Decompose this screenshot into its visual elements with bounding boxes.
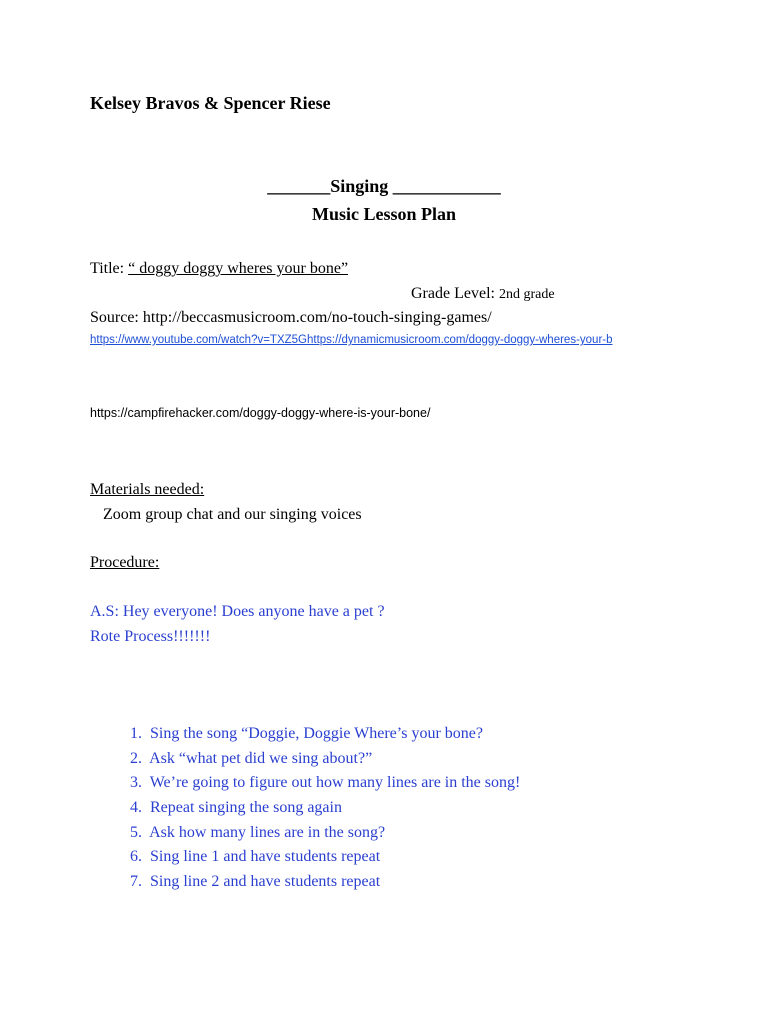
step-number: 1. bbox=[130, 725, 142, 742]
step-number: 7. bbox=[130, 873, 142, 891]
list-item bbox=[130, 821, 520, 846]
youtube-link[interactable]: https://www.youtube.com/watch?v=TXZ5Ghttps://dynamicmusicroom.com/doggy-doggy-wheres-your-b bbox=[90, 334, 613, 346]
grade-line bbox=[411, 285, 555, 303]
title-line bbox=[90, 260, 348, 278]
step-number: 6. bbox=[130, 848, 142, 866]
authors: Kelsey Bravos & Spencer Riese bbox=[90, 93, 331, 113]
step-text: Sing line 1 and have students repeat bbox=[150, 848, 381, 866]
rote-line: Rote Process!!!!!!! bbox=[90, 628, 211, 645]
as-line: A.S: Hey everyone! Does anyone have a pet ? bbox=[90, 603, 385, 620]
heading-singing: _______Singing ____________ bbox=[267, 176, 501, 196]
heading-lesson-plan: Music Lesson Plan bbox=[311, 204, 457, 224]
grade-value: 2nd grade bbox=[498, 287, 555, 302]
title-label: Title: bbox=[90, 260, 129, 277]
list-item bbox=[130, 722, 520, 747]
step-text: We’re going to figure out how many lines are in the song! bbox=[149, 774, 521, 792]
step-number: 4. bbox=[130, 799, 142, 817]
step-text: Ask how many lines are in the song? bbox=[149, 823, 386, 841]
step-text: Repeat singing the song again bbox=[150, 799, 342, 817]
list-item bbox=[130, 771, 520, 796]
list-item bbox=[130, 747, 520, 772]
campfire-url[interactable]: https://campfirehacker.com/doggy-doggy-where-is-your-bone/ bbox=[90, 406, 431, 420]
title-value: “ doggy doggy wheres your bone” bbox=[128, 260, 349, 277]
source-line bbox=[90, 309, 492, 327]
procedure-steps bbox=[90, 722, 520, 895]
list-item bbox=[130, 796, 520, 821]
step-number: 2. bbox=[130, 749, 142, 767]
grade-label: Grade Level: bbox=[411, 285, 499, 302]
list-item bbox=[130, 845, 520, 870]
source-label: Source: bbox=[90, 309, 143, 326]
source-url[interactable]: http://beccasmusicroom.com/no-touch-singing-games/ bbox=[142, 309, 492, 326]
procedure-label: Procedure: bbox=[90, 554, 160, 571]
step-text: Sing line 2 and have students repeat bbox=[150, 873, 381, 891]
step-number: 3. bbox=[130, 774, 142, 792]
list-item bbox=[130, 870, 520, 895]
step-text: Sing the song “Doggie, Doggie Where’s your bone? bbox=[150, 725, 483, 742]
step-text: Ask “what pet did we sing about?” bbox=[149, 749, 373, 767]
step-number: 5. bbox=[130, 823, 142, 841]
materials-label: Materials needed: bbox=[90, 481, 205, 498]
materials-value: Zoom group chat and our singing voices bbox=[103, 506, 362, 523]
